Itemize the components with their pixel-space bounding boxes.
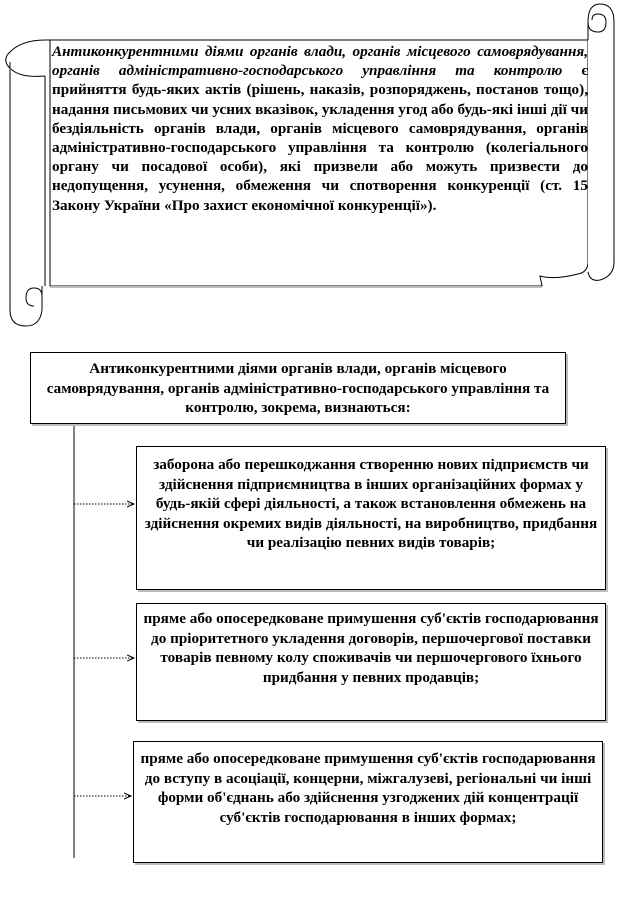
definition-body: є прийняття будь-яких актів (рішень, наказів, розпоряджень, постанов тощо), надання письмових чи усних вказівок, укладення угод або будь-які інші дії чи бездіяльність органів влади, органів місцевого самоврядування, органів адміністративно-господарського управління та контролю (колегіального органу чи посадової особи), які призвели або можуть призвести до недопущення, усунення, обмеження чи спотворення конкуренції (ст. 15 Закону України «Про захист економічної конкуренції»). — [52, 62, 588, 214]
diagram-item-box — [133, 741, 603, 863]
diagram-item-text: заборона або перешкоджання створенню нових підприємств чи здійснення підприємництва в інших організаційних формах у будь-якій сфері діяльності, а також встановлення обмежень на здійснення окремих видів діяльності, на виробництво, придбання чи реалізацію певних видів товарів; — [144, 456, 598, 552]
diagram-header-box — [30, 352, 566, 424]
definition-lead: Антиконкурентними діями органів влади, органів місцевого самоврядування, органів адміністративно-господарського управління та контролю — [52, 43, 588, 80]
scroll-left-roll — [6, 40, 45, 76]
scroll-top-curl — [588, 4, 614, 280]
diagram-header-text: Антиконкурентними діями органів влади, органів місцевого самоврядування, органів адміністративно-господарського управління та контролю, зокрема, визнаються: — [46, 360, 550, 417]
scroll-definition-text — [52, 42, 588, 215]
diagram-item-text: пряме або опосередковане примушення суб'єктів господарювання до пріоритетного укладення договорів, першочергової поставки товарів певному колу споживачів чи першочергового їхнього придбання у певних продавців; — [143, 610, 599, 686]
diagram-item-box — [136, 603, 606, 721]
diagram-item-box — [136, 446, 606, 590]
diagram-item-text: пряме або опосередковане примушення суб'єктів господарювання до вступу в асоціації, концерни, міжгалузеві, регіональні чи інші форми об'єднань або здійснення узгоджених дій концентрації суб'єктів господарювання в інших формах; — [140, 750, 596, 826]
